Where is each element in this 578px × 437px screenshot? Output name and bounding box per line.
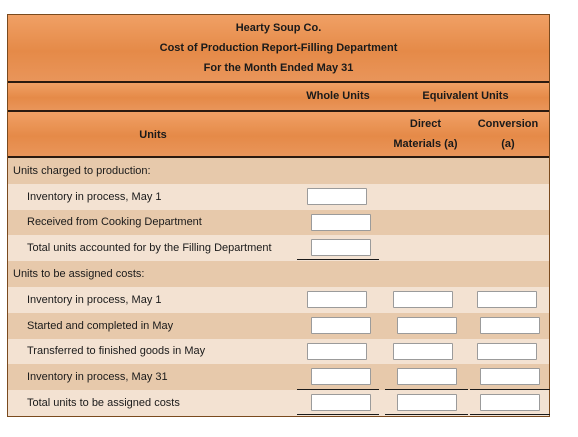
conversion-started-completed-input[interactable] bbox=[480, 317, 540, 334]
direct-materials-header-line1: Direct bbox=[409, 118, 442, 130]
units-header: Units bbox=[139, 129, 167, 141]
row-inventory-may31 bbox=[8, 364, 549, 390]
row-units-assigned-header bbox=[8, 261, 549, 287]
section-label: Units to be assigned costs: bbox=[13, 268, 145, 281]
row-label: Inventory in process, May 1 bbox=[27, 190, 162, 203]
whole-units-inventory-may1-assigned-input[interactable] bbox=[307, 291, 367, 308]
column-header-row-2 bbox=[8, 112, 549, 158]
whole-units-started-completed-input[interactable] bbox=[311, 317, 371, 334]
row-inventory-may1-assigned bbox=[8, 287, 549, 313]
whole-units-received-input[interactable] bbox=[311, 214, 371, 231]
whole-units-total-assigned-input[interactable] bbox=[311, 394, 371, 411]
total-line bbox=[385, 414, 468, 415]
direct-materials-inventory-may1-input[interactable] bbox=[393, 291, 453, 308]
section-label: Units charged to production: bbox=[13, 164, 151, 177]
whole-units-total-accounted-input[interactable] bbox=[311, 239, 371, 256]
row-started-completed bbox=[8, 313, 549, 339]
row-label: Transferred to finished goods in May bbox=[27, 345, 206, 358]
conversion-transferred-input[interactable] bbox=[477, 343, 537, 360]
direct-materials-total-assigned-input[interactable] bbox=[397, 394, 457, 411]
conversion-total-assigned-input[interactable] bbox=[480, 394, 540, 411]
column-header-row-1 bbox=[8, 83, 549, 112]
whole-units-transferred-input[interactable] bbox=[307, 343, 367, 360]
whole-units-header: Whole Units bbox=[306, 90, 370, 102]
row-total-units-assigned bbox=[8, 390, 549, 416]
row-received-from-cooking bbox=[8, 210, 549, 236]
total-line bbox=[297, 414, 379, 415]
company-name: Hearty Soup Co. bbox=[235, 22, 322, 34]
conversion-inventory-may31-input[interactable] bbox=[480, 368, 540, 385]
whole-units-inventory-may31-input[interactable] bbox=[311, 368, 371, 385]
row-label: Started and completed in May bbox=[27, 319, 174, 332]
row-label: Inventory in process, May 31 bbox=[27, 371, 168, 384]
equivalent-units-header: Equivalent Units bbox=[422, 90, 509, 102]
direct-materials-transferred-input[interactable] bbox=[393, 343, 453, 360]
direct-materials-header-line2: Materials (a) bbox=[393, 138, 458, 150]
conversion-header-line2: (a) bbox=[501, 138, 515, 150]
row-units-charged-header bbox=[8, 158, 549, 184]
conversion-inventory-may1-input[interactable] bbox=[477, 291, 537, 308]
conversion-header-line1: Conversion bbox=[477, 118, 539, 130]
report-period: For the Month Ended May 31 bbox=[203, 62, 354, 74]
row-transferred-finished-goods bbox=[8, 339, 549, 365]
row-inventory-may1-charged bbox=[8, 184, 549, 210]
row-total-units-accounted bbox=[8, 235, 549, 261]
row-label: Total units accounted for by the Filling Department bbox=[27, 242, 272, 255]
report-title-block bbox=[8, 15, 549, 83]
cost-of-production-report bbox=[7, 14, 550, 417]
direct-materials-inventory-may31-input[interactable] bbox=[397, 368, 457, 385]
row-label: Received from Cooking Department bbox=[27, 216, 202, 229]
row-label: Total units to be assigned costs bbox=[27, 397, 180, 410]
direct-materials-started-completed-input[interactable] bbox=[397, 317, 457, 334]
whole-units-inventory-may1-input[interactable] bbox=[307, 188, 367, 205]
report-title: Cost of Production Report-Filling Department bbox=[159, 42, 398, 54]
total-line bbox=[470, 414, 550, 415]
row-label: Inventory in process, May 1 bbox=[27, 293, 162, 306]
